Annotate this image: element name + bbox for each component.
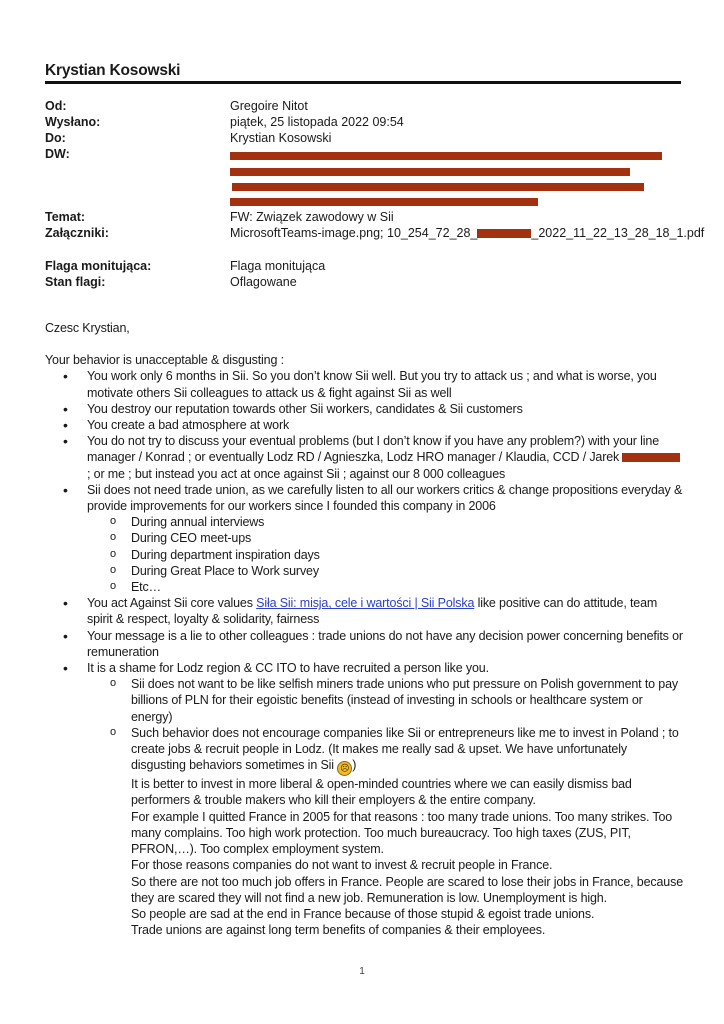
field-cc-label: DW:: [45, 147, 70, 161]
list-item-text: You do not try to discuss your eventual problems (but I don’t know if you have any problem?) with your line manager / Konrad ; or eventually Lodz RD / Agnieszka, Lodz HRO manager / Klaudia, CCD / Jarek: [87, 434, 659, 465]
bullet-list: [45, 368, 685, 938]
list-item: [45, 482, 685, 595]
field-subject-value: FW: Związek zawodowy w Sii: [230, 210, 394, 224]
redaction-bar: [232, 183, 644, 191]
paragraph: For those reasons companies do not want to invest & recruit people in France.: [131, 858, 553, 873]
sub-list-item: o During Great Place to Work survey: [87, 563, 685, 579]
page-number: 1: [359, 966, 365, 977]
intro-line: Your behavior is unacceptable & disgusting :: [45, 353, 284, 368]
field-from-value: Gregoire Nitot: [230, 99, 308, 113]
list-item: • You destroy our reputation towards other Sii workers, candidates & Sii customers: [45, 401, 685, 417]
sub-list-item: o During department inspiration days: [87, 547, 685, 563]
field-flag-status-label: Stan flagi:: [45, 275, 106, 289]
field-from-label: Od:: [45, 99, 67, 113]
paragraph: For example I quitted France in 2005 for that reasons : too many trade unions. Too many strikes. Too many complains. Too high work protection. Too much bureaucracy. Too high taxes (ZUS, PIT, PFRON,…). Too complex employment system.: [131, 809, 673, 857]
sub-list-item: o During annual interviews: [87, 514, 685, 530]
field-sent-value: piątek, 25 listopada 2022 09:54: [230, 115, 404, 129]
sub-list: [87, 676, 685, 938]
field-sent-label: Wysłano:: [45, 115, 101, 129]
field-subject-label: Temat:: [45, 210, 86, 224]
attachment-name-prefix: MicrosoftTeams-image.png; 10_254_72_28_: [230, 226, 478, 240]
field-attachments-value: [230, 225, 704, 241]
list-item: [45, 660, 685, 938]
mailbox-owner-name: Krystian Kosowski: [45, 62, 181, 79]
sub-list: [87, 514, 685, 595]
list-item-text: like positive can do attitude, team spirit & respect, loyalty & solidarity, fairness: [87, 596, 658, 627]
field-follow-up-flag-label: Flaga monitująca:: [45, 259, 152, 273]
paragraph: So there are not too much job offers in France. People are scared to lose their jobs in France, because they are scared they will not find a new job. Remuneration is low. Unemployment is high.: [131, 874, 684, 905]
list-item: • You create a bad atmosphere at work: [45, 417, 685, 433]
field-to-label: Do:: [45, 131, 66, 145]
field-follow-up-flag-value: Flaga monitująca: [230, 259, 326, 273]
list-item: • Your message is a lie to other colleagues : trade unions do not have any decision power concerning benefits or remuneration: [45, 628, 685, 660]
field-flag-status-value: Oflagowane: [230, 275, 297, 289]
sub-list-item: [87, 725, 685, 938]
redaction-bar: [230, 168, 630, 176]
list-item-text: You act Against Sii core values: [87, 596, 257, 611]
paragraph: It is better to invest in more liberal & open-minded countries where we can easily dismiss bad performers & trouble makers who kill their employers & the entire company.: [131, 777, 632, 808]
core-values-link[interactable]: Siła Sii: misja, cele i wartości | Sii Polska: [256, 596, 475, 611]
sub-list-item: o Sii does not want to be like selfish miners trade unions who put pressure on Polish government to pay billions of PLN for their egoistic benefits (instead of investing in schools or healthcare system or energy): [87, 676, 685, 725]
redaction-bar: [477, 229, 531, 238]
list-item: [45, 595, 685, 627]
redaction-bar: [230, 198, 538, 206]
paragraph: Trade unions are against long term benefits of companies & their employees.: [131, 923, 546, 938]
field-to-value: Krystian Kosowski: [230, 131, 332, 145]
email-body: [45, 320, 685, 938]
list-item-text: ; or me ; but instead you act at once against Sii ; against our 8 000 colleagues: [87, 466, 506, 481]
sub-list-item: o During CEO meet-ups: [87, 530, 685, 546]
redaction-bar: [230, 152, 662, 160]
greeting: Czesc Krystian,: [45, 321, 130, 335]
field-attachments-label: Załączniki:: [45, 226, 109, 240]
list-item-text: It is a shame for Lodz region & CC ITO to have recruited a person like you.: [87, 661, 489, 676]
list-item: • You work only 6 months in Sii. So you don’t know Sii well. But you try to attack us ; and what is worse, you motivate others Sii colleagues to attack us & fight against Sii as well: [45, 368, 685, 400]
sad-face-emoji-icon: ☹: [337, 761, 352, 776]
list-item: [45, 433, 685, 482]
list-item-text: Sii does not need trade union, as we carefully listen to all our workers critics & change propositions everyday & provide improvements for our workers since I founded this company in 2006: [87, 482, 683, 514]
sub-list-item-text: ): [352, 758, 357, 773]
redaction-bar: [622, 453, 680, 462]
header-rule: [45, 81, 681, 84]
sub-list-item-text: Such behavior does not encourage companies like Sii or entrepreneurs like me to invest in Poland ; to create jobs & recruit people in Lodz. (It makes me really sad & upset. We have unfortunately disgusting behaviors sometimes in Sii: [131, 725, 679, 773]
attachment-name-suffix: _2022_11_22_13_28_18_1.pdf: [531, 226, 705, 240]
sub-list-item: o Etc…: [87, 579, 685, 595]
paragraph: So people are sad at the end in France because of those stupid & egoist trade unions.: [131, 906, 595, 921]
